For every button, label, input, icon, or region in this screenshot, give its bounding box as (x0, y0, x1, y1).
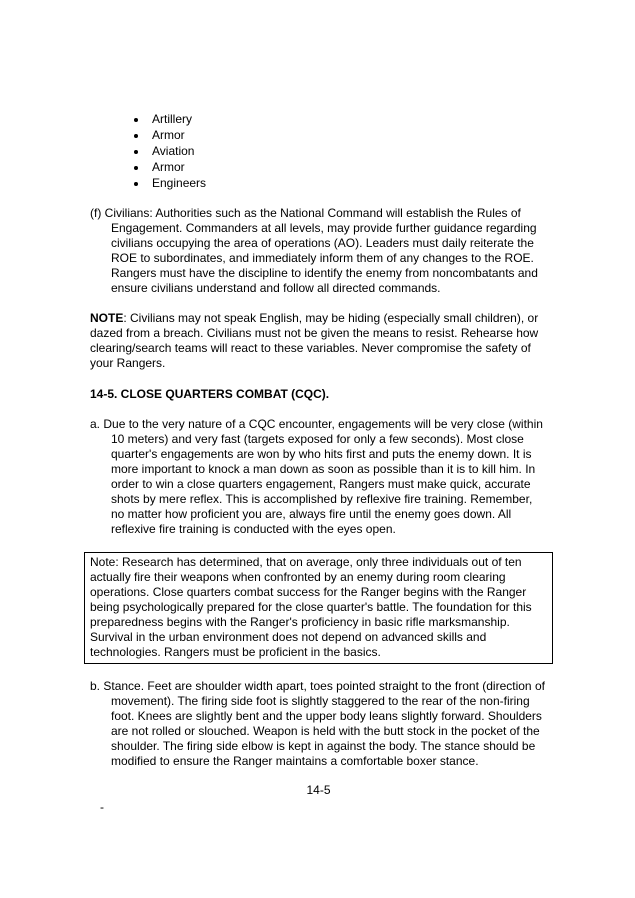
paragraph-f-text: Civilians: Authorities such as the National Command will establish the Rules of Engagement. Commanders at all levels, may provide further guidance regarding civilians occupying the area of operations (AO). Leaders must daily reiterate the ROE to subordinates, and immediately inform them of any changes to the ROE. Rangers must have the discipline to identify the enemy from noncombatants and ensure civilians understand and follow all directed commands. (104, 206, 538, 295)
bullet-item: • Artillery (148, 112, 547, 127)
boxed-note-text: Note: Research has determined, that on average, only three individuals out of ten actually fire their weapons when confronted by an enemy during room clearing operations. Close quarters combat success for the Ranger begins with the Ranger being psychologically prepared for the close quarter's battle. The foundation for this preparedness begins with the Ranger's proficiency in basic rifle marksmanship. Survival in the urban environment does not depend on advanced skills and technologies. Rangers must be proficient in the basics. (90, 555, 532, 659)
paragraph-a (90, 417, 547, 537)
paragraph-b (90, 679, 547, 769)
bullet-item: • Aviation (148, 144, 547, 159)
section-heading: 14-5. CLOSE QUARTERS COMBAT (CQC). (90, 387, 330, 401)
paragraph-f (90, 206, 547, 296)
note-label: NOTE (90, 311, 124, 325)
paragraph-f-label: (f) (90, 206, 102, 220)
boxed-note (84, 552, 553, 664)
paragraph-a-label: a. (90, 417, 101, 431)
bullet-item: • Engineers (148, 176, 547, 191)
note-text: : Civilians may not speak English, may be hiding (especially small children), or dazed from a breach. Civilians must not be given the means to resist. Rehearse how clearing/search teams will react to these variables. Never compromise the safety of your Rangers. (90, 311, 539, 370)
paragraph-b-text: Stance. Feet are shoulder width apart, toes pointed straight to the front (direction of movement). The firing side foot is slightly staggered to the rear of the non-firing foot. Knees are slightly bent and the upper body leans slightly forward. Shoulders are not rolled or slouched. Weapon is held with the butt stock in the pocket of the shoulder. The firing side elbow is kept in against the body. The stance should be modified to ensure the Ranger maintains a comfortable boxer stance. (103, 679, 545, 768)
note-paragraph (90, 311, 547, 371)
page-number: 14-5 (306, 783, 331, 797)
paragraph-a-text: Due to the very nature of a CQC encounter, engagements will be very close (within 10 meters) and very fast (targets exposed for only a few seconds). Most close quarter's engagements are won by who hits first and puts the enemy down. It is more important to knock a man down as soon as possible than it is to kill him. In order to win a close quarters engagement, Rangers must make quick, accurate shots by mere reflex. This is accomplished by reflexive fire training. Remember, no matter how proficient you are, always fire until the enemy goes down. All reflexive fire training is conducted with the eyes open. (103, 417, 543, 536)
stray-mark: - (100, 800, 104, 814)
bullet-item: • Armor (148, 160, 547, 175)
bullet-item: • Armor (148, 128, 547, 143)
bullet-list (148, 112, 547, 191)
paragraph-b-label: b. (90, 679, 101, 693)
